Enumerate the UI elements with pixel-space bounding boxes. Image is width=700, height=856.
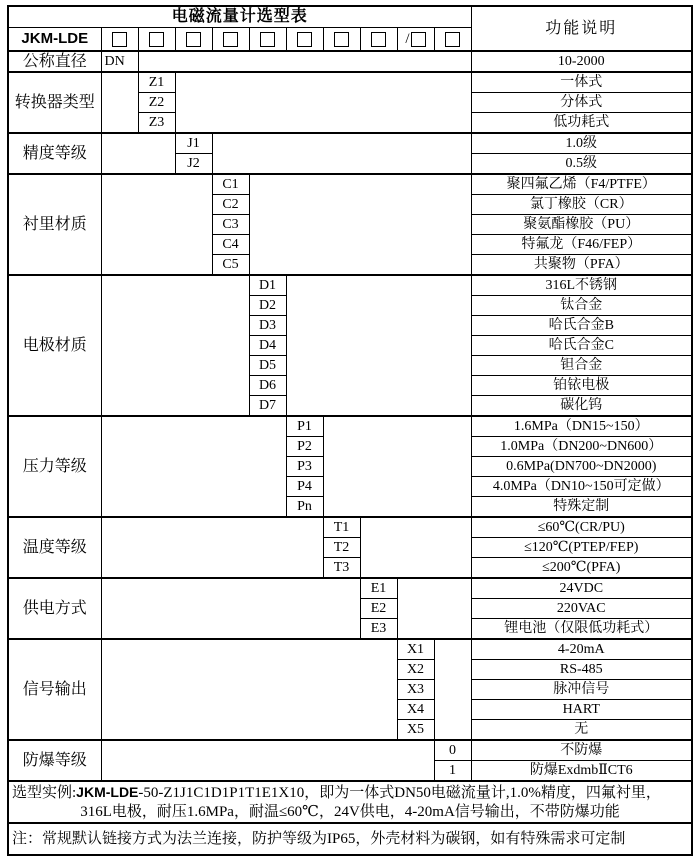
footer-rows bbox=[8, 781, 692, 855]
filler-cell bbox=[101, 275, 249, 416]
value-cell-D2: 钛合金 bbox=[471, 296, 692, 316]
model-checkbox-cell-7 bbox=[323, 28, 360, 52]
table-head bbox=[8, 6, 692, 51]
filler-cell bbox=[397, 578, 471, 639]
example-row bbox=[8, 781, 692, 823]
section-lining-material-label: 衬里材质 bbox=[8, 174, 101, 275]
value-cell-C1: 聚四氟乙烯（F4/PTFE） bbox=[471, 174, 692, 195]
filler-cell bbox=[101, 517, 323, 578]
checkbox-icon bbox=[186, 32, 201, 47]
code-cell-E3: E3 bbox=[360, 619, 397, 640]
value-cell-X2: RS-485 bbox=[471, 660, 692, 680]
checkbox-icon bbox=[445, 32, 460, 47]
filler-cell bbox=[138, 51, 471, 72]
section-electrode-material-label: 电极材质 bbox=[8, 275, 101, 416]
code-cell-X5: X5 bbox=[397, 720, 434, 741]
section-row bbox=[8, 133, 692, 154]
section-row bbox=[8, 740, 692, 761]
code-cell-D5: D5 bbox=[249, 356, 286, 376]
code-cell-X2: X2 bbox=[397, 660, 434, 680]
function-column-header: 功能说明 bbox=[471, 6, 692, 51]
section-row bbox=[8, 416, 692, 437]
section-signal-output-label: 信号输出 bbox=[8, 639, 101, 740]
example-line1 bbox=[9, 782, 691, 803]
code-cell-P3: P3 bbox=[286, 457, 323, 477]
filler-cell bbox=[101, 174, 212, 275]
value-cell-Z2: 分体式 bbox=[471, 93, 692, 113]
table-title: 电磁流量计选型表 bbox=[8, 6, 471, 28]
code-cell-D4: D4 bbox=[249, 336, 286, 356]
section-row bbox=[8, 639, 692, 660]
section-power-supply-label: 供电方式 bbox=[8, 578, 101, 639]
value-cell-P3: 0.6MPa(DN700~DN2000) bbox=[471, 457, 692, 477]
checkbox-icon bbox=[411, 32, 426, 47]
code-cell-Z2: Z2 bbox=[138, 93, 175, 113]
code-cell-C5: C5 bbox=[212, 255, 249, 276]
code-cell-C3: C3 bbox=[212, 215, 249, 235]
example-rest: -50-Z1J1C1D1P1T1E1X10，即为一体式DN50电磁流量计,1.0%精度，四氟衬里， bbox=[138, 785, 661, 801]
code-cell-J1: J1 bbox=[175, 133, 212, 154]
code-cell-D6: D6 bbox=[249, 376, 286, 396]
code-cell-J2: J2 bbox=[175, 154, 212, 175]
selection-table bbox=[7, 5, 693, 856]
model-checkbox-cell-6 bbox=[286, 28, 323, 52]
code-cell-C2: C2 bbox=[212, 195, 249, 215]
filler-cell bbox=[101, 416, 286, 517]
value-cell-T1: ≤60℃(CR/PU) bbox=[471, 517, 692, 538]
filler-cell bbox=[101, 133, 175, 174]
filler-cell bbox=[323, 416, 471, 517]
section-pressure-class-label: 压力等级 bbox=[8, 416, 101, 517]
value-cell-D7: 碳化钨 bbox=[471, 396, 692, 417]
value-cell-D4: 哈氏合金C bbox=[471, 336, 692, 356]
code-cell-C4: C4 bbox=[212, 235, 249, 255]
code-cell-P2: P2 bbox=[286, 437, 323, 457]
filler-cell bbox=[101, 740, 434, 781]
value-cell-E1: 24VDC bbox=[471, 578, 692, 599]
section-row bbox=[8, 578, 692, 599]
section-row bbox=[8, 275, 692, 296]
value-cell-D1: 316L不锈钢 bbox=[471, 275, 692, 296]
selection-grid bbox=[8, 51, 692, 781]
value-cell-Z1: 一体式 bbox=[471, 72, 692, 93]
section-row bbox=[8, 51, 692, 72]
code-cell-C1: C1 bbox=[212, 174, 249, 195]
value-cell-C3: 聚氨酯橡胶（PU） bbox=[471, 215, 692, 235]
checkbox-icon bbox=[223, 32, 238, 47]
section-accuracy-class-label: 精度等级 bbox=[8, 133, 101, 174]
value-cell-X4: HART bbox=[471, 700, 692, 720]
code-cell-P4: P4 bbox=[286, 477, 323, 497]
value-cell-E2: 220VAC bbox=[471, 599, 692, 619]
model-checkbox-cell-9 bbox=[397, 28, 434, 52]
code-cell-Z1: Z1 bbox=[138, 72, 175, 93]
section-row bbox=[8, 72, 692, 93]
filler-cell bbox=[434, 639, 471, 740]
value-cell-C5: 共聚物（PFA） bbox=[471, 255, 692, 276]
filler-cell bbox=[101, 72, 138, 133]
checkbox-icon bbox=[334, 32, 349, 47]
code-cell-D2: D2 bbox=[249, 296, 286, 316]
slash-mark: / bbox=[405, 30, 410, 47]
checkbox-icon bbox=[112, 32, 127, 47]
code-cell-T3: T3 bbox=[323, 558, 360, 579]
code-cell-1: 1 bbox=[434, 761, 471, 782]
code-cell-T1: T1 bbox=[323, 517, 360, 538]
value-cell-C2: 氯丁橡胶（CR） bbox=[471, 195, 692, 215]
value-cell-P1: 1.6MPa（DN15~150） bbox=[471, 416, 692, 437]
section-row bbox=[8, 174, 692, 195]
filler-cell bbox=[175, 72, 471, 133]
value-cell-P4: 4.0MPa（DN10~150可定做） bbox=[471, 477, 692, 497]
value-cell-P2: 1.0MPa（DN200~DN600） bbox=[471, 437, 692, 457]
model-checkbox-cell-1 bbox=[101, 28, 138, 52]
section-row bbox=[8, 517, 692, 538]
code-cell-X4: X4 bbox=[397, 700, 434, 720]
value-cell-C4: 特氟龙（F46/FEP） bbox=[471, 235, 692, 255]
section-explosion-proof-label: 防爆等级 bbox=[8, 740, 101, 781]
model-checkbox-cell-8 bbox=[360, 28, 397, 52]
value-cell-X5: 无 bbox=[471, 720, 692, 741]
section-temperature-class-label: 温度等级 bbox=[8, 517, 101, 578]
code-cell-D1: D1 bbox=[249, 275, 286, 296]
filler-cell bbox=[286, 275, 471, 416]
value-cell-J1: 1.0级 bbox=[471, 133, 692, 154]
code-cell-0: 0 bbox=[434, 740, 471, 761]
filler-cell bbox=[360, 517, 471, 578]
value-cell-J2: 0.5级 bbox=[471, 154, 692, 175]
value-cell-Z3: 低功耗式 bbox=[471, 113, 692, 134]
model-checkbox-cell-3 bbox=[175, 28, 212, 52]
example-prefix: 选型实例: bbox=[12, 785, 77, 801]
code-cell-E2: E2 bbox=[360, 599, 397, 619]
value-cell-X3: 脉冲信号 bbox=[471, 680, 692, 700]
filler-cell bbox=[101, 639, 397, 740]
value-cell-X1: 4-20mA bbox=[471, 639, 692, 660]
note-row bbox=[8, 823, 692, 855]
section-converter-type-label: 转换器类型 bbox=[8, 72, 101, 133]
model-checkbox-cell-10 bbox=[434, 28, 471, 52]
value-cell-D3: 哈氏合金B bbox=[471, 316, 692, 336]
model-checkbox-cell-4 bbox=[212, 28, 249, 52]
filler-cell bbox=[101, 578, 360, 639]
filler-cell bbox=[249, 174, 471, 275]
value-cell-DN: 10-2000 bbox=[471, 51, 692, 72]
checkbox-icon bbox=[260, 32, 275, 47]
value-cell-D6: 铂铱电极 bbox=[471, 376, 692, 396]
value-cell-Pn: 特殊定制 bbox=[471, 497, 692, 518]
code-cell-D3: D3 bbox=[249, 316, 286, 336]
code-cell-P1: P1 bbox=[286, 416, 323, 437]
checkbox-icon bbox=[149, 32, 164, 47]
selection-example bbox=[8, 781, 692, 823]
code-cell-D7: D7 bbox=[249, 396, 286, 417]
code-cell-Pn: Pn bbox=[286, 497, 323, 518]
code-cell-E1: E1 bbox=[360, 578, 397, 599]
value-cell-D5: 钽合金 bbox=[471, 356, 692, 376]
model-prefix: JKM-LDE bbox=[8, 28, 101, 52]
filler-cell bbox=[212, 133, 471, 174]
value-cell-T3: ≤200℃(PFA) bbox=[471, 558, 692, 579]
checkbox-icon bbox=[371, 32, 386, 47]
section-nominal-diameter-label: 公称直径 bbox=[8, 51, 101, 72]
value-cell-0: 不防爆 bbox=[471, 740, 692, 761]
code-cell-DN: DN bbox=[101, 51, 138, 72]
title-row bbox=[8, 6, 692, 28]
model-checkbox-cell-5 bbox=[249, 28, 286, 52]
example-line2: 316L电极，耐压1.6MPa，耐温≤60℃，24V供电，4-20mA信号输出，不带防爆功能 bbox=[80, 804, 620, 820]
checkbox-icon bbox=[297, 32, 312, 47]
note-text: 注：常规默认链接方式为法兰连接，防护等级为IP65，外壳材料为碳钢，如有特殊需求可定制 bbox=[8, 823, 692, 855]
code-cell-T2: T2 bbox=[323, 538, 360, 558]
example-model-code: JKM-LDE bbox=[76, 784, 139, 800]
value-cell-T2: ≤120℃(PTEP/FEP) bbox=[471, 538, 692, 558]
value-cell-1: 防爆ExdmbⅡCT6 bbox=[471, 761, 692, 782]
model-checkbox-cell-2 bbox=[138, 28, 175, 52]
code-cell-X1: X1 bbox=[397, 639, 434, 660]
value-cell-E3: 锂电池（仅限低功耗式） bbox=[471, 619, 692, 640]
code-cell-Z3: Z3 bbox=[138, 113, 175, 134]
code-cell-X3: X3 bbox=[397, 680, 434, 700]
